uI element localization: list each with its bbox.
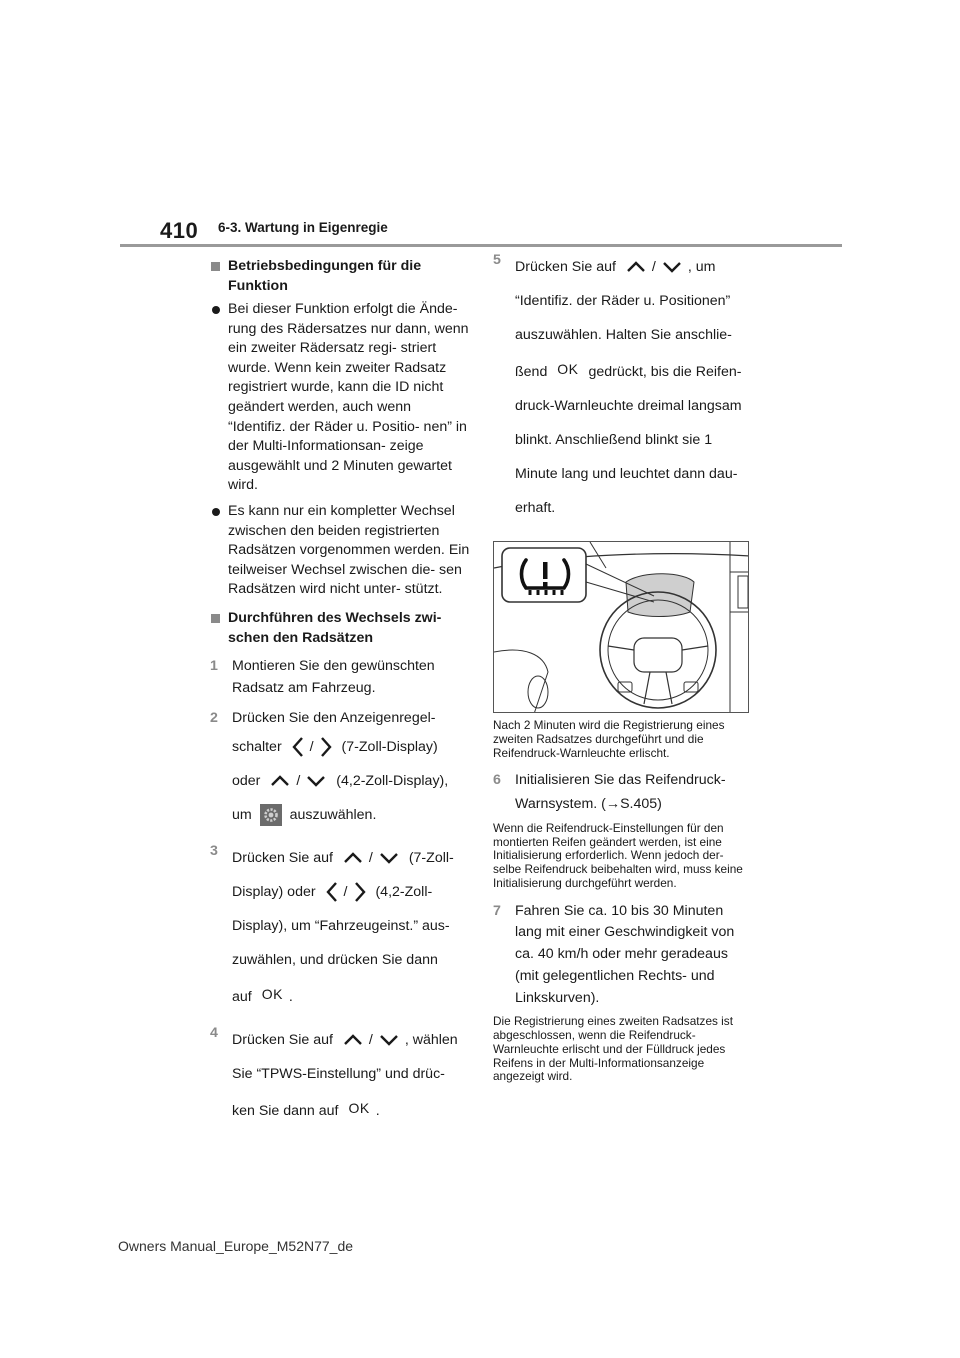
step-7: 7 Fahren Sie ca. 10 bis 30 Minuten lang mit einer Geschwindigkeit von ca. 40 km/h oder mehr geradeaus (mit gelegentlichen Rechts- und Linkskurven). <box>493 902 735 1006</box>
section-title: 6-3. Wartung in Eigenregie <box>218 220 388 235</box>
step-number: 7 <box>493 902 501 919</box>
step-number: 3 <box>210 843 218 860</box>
step-6: 6 Initialisieren Sie das Reifendruck- Warnsystem. (→S.405) <box>493 772 726 813</box>
step-number: 5 <box>493 252 501 268</box>
chevron-left-icon <box>326 881 338 903</box>
chevron-down-icon <box>379 1034 399 1046</box>
figure-dashboard-illustration <box>493 541 749 713</box>
right-column <box>493 252 755 1094</box>
slash: / <box>368 850 373 867</box>
note-completion: Die Registrierung eines zweiten Radsatzes ist abgeschlossen, wenn die Reifendruck- Warnleuchte erlischt und der Fülldruck jedes Reifens in der Multi-Informationsanzeige angezeigt wird. <box>493 1014 733 1084</box>
bullet-item: Bei dieser Funktion erfolgt die Ände- rung des Rädersatzes nur dann, wenn ein zweiter Rädersatz regi- striert wurde. Wenn kein zweiter Radsatz registriert wurde, kann die ID nicht geändert werden, auch wenn “Identifiz. der Räder u. Positio- nen” in der Multi-Informationsan- zeige ausgewählt und 2 Minuten gewartet wird. <box>210 300 472 496</box>
slash: / <box>296 773 301 790</box>
square-bullet-icon <box>211 262 220 271</box>
step-number: 1 <box>210 657 218 674</box>
note-initialization: Wenn die Reifendruck-Einstellungen für den montierten Reifen geändert werden, ist eine Initialisierung erforderlich. Wenn jedoch der- selbe Reifendruck beibehalten wird, muss keine Initialisierung durchgeführt werden. <box>493 820 743 890</box>
header-rule <box>120 244 842 247</box>
footer: Owners Manual_Europe_M52N77_de <box>118 1238 354 1254</box>
figure-caption: Nach 2 Minuten wird die Registrierung eines zweiten Radsatzes durchgeführt und die Reifendruck-Warnleuchte erlischt. <box>493 718 725 760</box>
step-1: 1 Montieren Sie den gewünschten Radsatz am Fahrzeug. <box>210 657 435 696</box>
slash: / <box>368 1032 373 1049</box>
step-5: 5 Drücken Sie auf / , um “Identifiz. der Räder u. Positionen” auszuwählen. Halten Sie anschlie- ßend OK gedrückt, bis die Reifen- druck-Warnleuchte dreimal langsam blinkt. Anschließend blinkt sie 1 Minute lang und leuchtet dann dau- erhaft. <box>493 252 742 516</box>
step-number: 6 <box>493 772 501 789</box>
chevron-down-icon <box>379 852 399 864</box>
ok-icon: OK <box>557 361 579 377</box>
ok-icon: OK <box>261 986 283 1003</box>
ok-icon: OK <box>348 1100 370 1117</box>
chevron-left-icon <box>292 736 304 758</box>
round-bullet-icon <box>212 508 220 516</box>
step-4: 4 Drücken Sie auf / , wählen Sie “TPWS-Einstellung” und drüc- ken Sie dann auf OK . <box>210 1023 472 1128</box>
chevron-down-icon <box>306 775 326 787</box>
left-column <box>210 256 472 1137</box>
step-number: 2 <box>210 710 218 727</box>
slash: / <box>309 739 314 756</box>
square-bullet-icon <box>211 614 220 623</box>
chevron-up-icon <box>343 852 363 864</box>
chevron-up-icon <box>343 1034 363 1046</box>
bullet-item: Es kann nur ein kompletter Wechsel zwischen den beiden registrierten Radsätzen vorgenommen werden. Ein teilweiser Wechsel zwischen die- sen Radsätzen wird nicht unter- stützt. <box>210 502 472 600</box>
page-number: 410 <box>160 218 199 243</box>
chevron-up-icon <box>270 775 290 787</box>
chevron-down-icon <box>662 261 682 273</box>
chevron-right-icon <box>354 881 366 903</box>
heading-perform-change: Durchführen des Wechsels zwi- schen den Radsätzen <box>210 608 472 648</box>
chevron-up-icon <box>626 261 646 273</box>
gear-icon <box>260 804 282 826</box>
step-2: 2 Drücken Sie den Anzeigenregel- schalter / (7-Zoll-Display) oder / (4,2-Zoll-Display), um auszuwählen. <box>210 708 472 832</box>
round-bullet-icon <box>212 306 220 314</box>
slash: / <box>651 259 656 275</box>
step-number: 4 <box>210 1025 218 1042</box>
chevron-right-icon <box>320 736 332 758</box>
step-3: 3 Drücken Sie auf / (7-Zoll- Display) oder / (4,2-Zoll- Display), um “Fahrzeugeinst.” aus- zuwählen, und drücken Sie dann auf OK . <box>210 841 472 1014</box>
slash: / <box>343 884 348 901</box>
heading-operating-conditions: Betriebsbedingungen für die Funktion <box>210 256 472 296</box>
